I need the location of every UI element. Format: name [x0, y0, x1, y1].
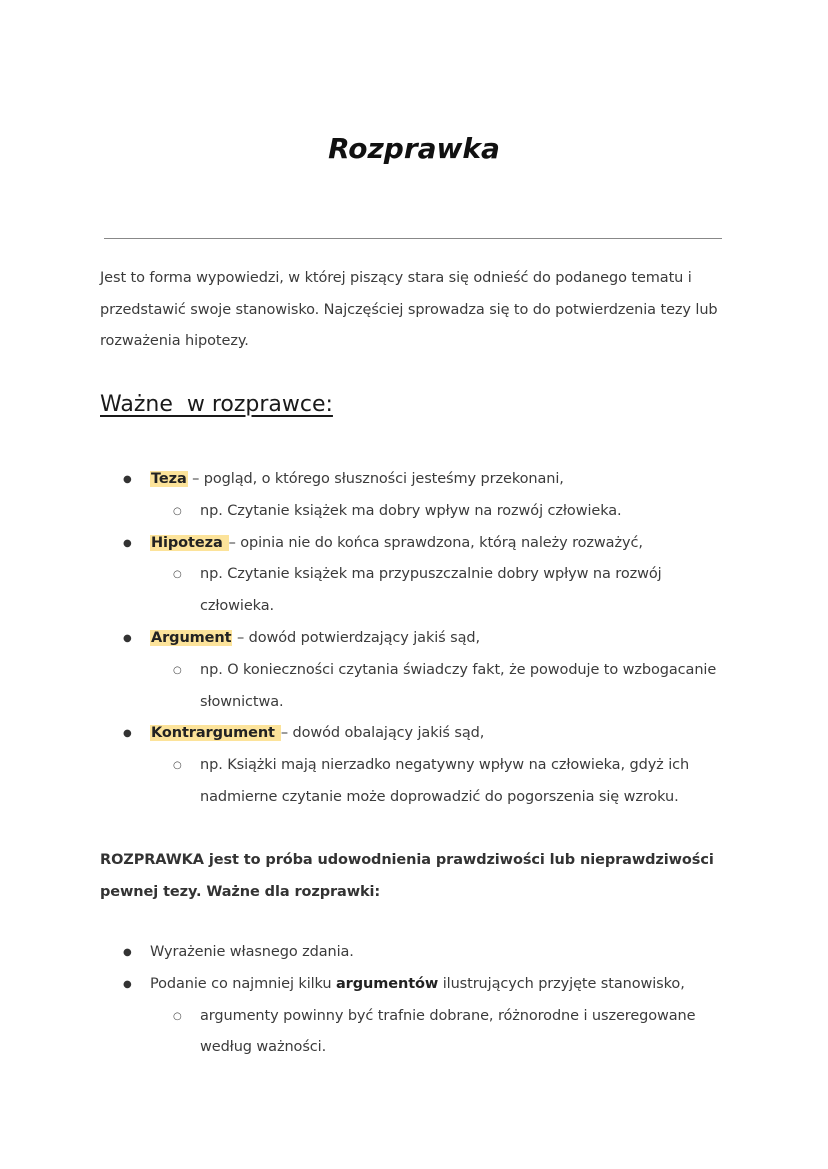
- sub-list-item-example: ○ np. Czytanie książek ma przypuszczalnie dobry wpływ na rozwój człowieka.: [100, 559, 740, 623]
- horizontal-divider: [104, 238, 722, 239]
- bold-keyword: argumentów: [336, 975, 439, 992]
- term-definition: – pogląd, o którego słuszności jesteśmy przekonani,: [187, 471, 564, 487]
- requirement-text: ilustrujących przyjęte stanowisko,: [438, 975, 685, 992]
- requirement-text: Podanie co najmniej kilku: [150, 975, 336, 992]
- term-definition: – dowód potwierdzający jakiś sąd,: [232, 629, 480, 646]
- term-definition: – dowód obalający jakiś sąd,: [280, 725, 485, 742]
- section-heading: Ważne w rozprawce:: [100, 392, 333, 417]
- highlighted-term: Argument: [151, 629, 232, 646]
- sub-list-item-example: ○ np. Czytanie książek ma dobry wpływ na rozwój człowieka.: [100, 496, 740, 528]
- sub-list-item-requirement: ○ argumenty powinny być trafnie dobrane, różnorodne i uszeregowane według ważności.: [100, 1001, 740, 1065]
- sub-list-item-example: ○ np. O konieczności czytania świadczy fakt, że powoduje to wzbogacanie słownictwa.: [100, 655, 740, 719]
- summary-paragraph: ROZPRAWKA jest to próba udowodnienia prawdziwości lub nieprawdziwości pewnej tezy. Ważne dla rozprawki:: [100, 852, 714, 900]
- term-definition: – opinia nie do końca sprawdzona, którą należy rozważyć,: [228, 534, 643, 551]
- requirements-list: [100, 937, 740, 1064]
- sub-list-item-example: ○ np. Książki mają nierzadko negatywny wpływ na człowieka, gdyż ich nadmierne czytanie może doprowadzić do pogorszenia się wzroku.: [100, 750, 740, 814]
- list-item-hipoteza: [100, 528, 740, 560]
- list-item-teza: [100, 464, 740, 496]
- terms-list: [100, 464, 740, 814]
- list-item-kontrargument: [100, 718, 740, 750]
- highlighted-term: Hipoteza: [151, 534, 228, 551]
- highlighted-term: Teza: [151, 471, 187, 487]
- list-item-argument: [100, 623, 740, 655]
- intro-paragraph: Jest to forma wypowiedzi, w której piszący stara się odnieść do podanego tematu i przedstawić swoje stanowisko. Najczęściej sprowadza się to do potwierdzenia tezy lub rozważenia hipotezy.: [100, 270, 718, 349]
- highlighted-term: Kontrargument: [151, 725, 280, 742]
- list-item-requirement: [100, 969, 740, 1001]
- list-item-requirement: ● Wyrażenie własnego zdania.: [100, 937, 740, 969]
- page-title: Rozprawka: [328, 132, 500, 165]
